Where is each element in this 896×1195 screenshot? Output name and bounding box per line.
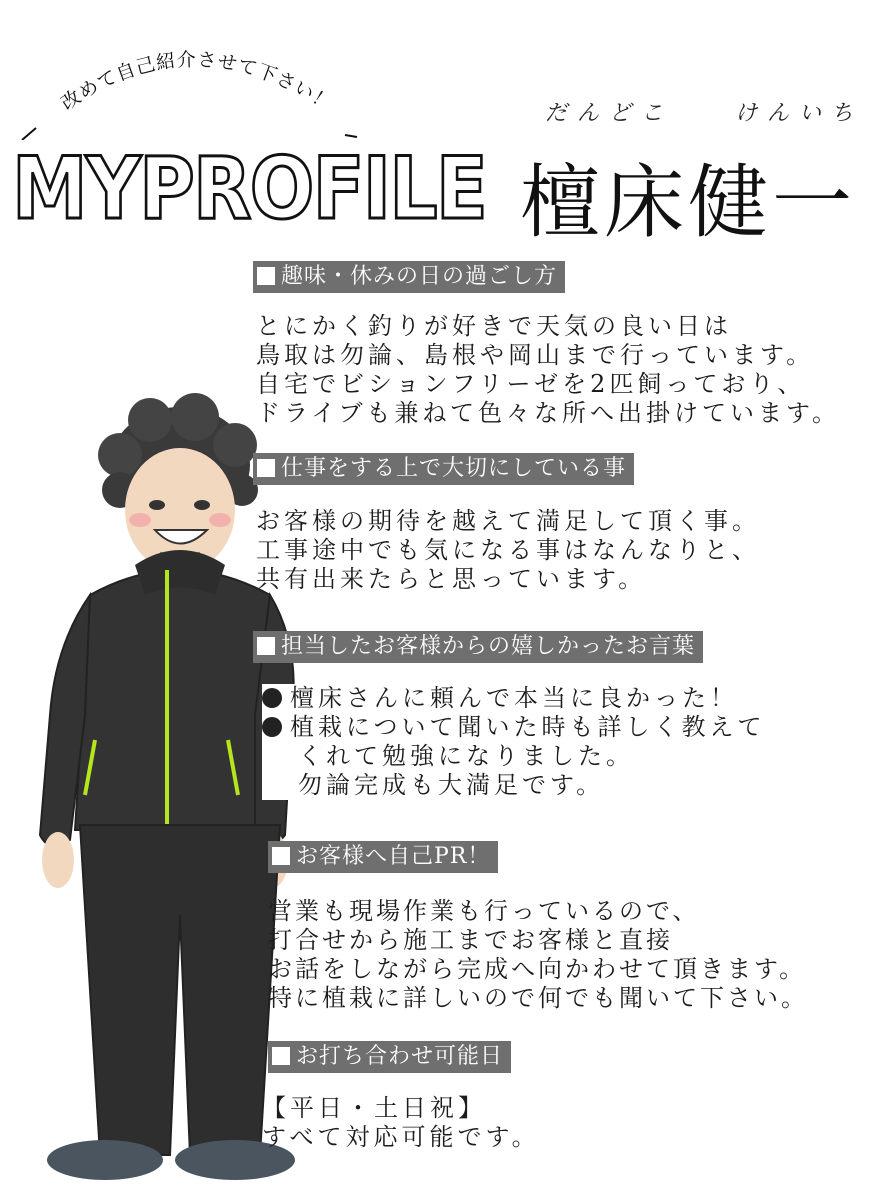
person-name: 檀床健一 <box>520 156 856 249</box>
circle-bullet-icon <box>262 688 282 708</box>
myprofile-logo <box>10 139 490 239</box>
body-line: 特に植栽に詳しいので何でも聞いて下さい。 <box>268 984 808 1012</box>
square-bullet-icon <box>272 847 290 865</box>
section-body-availability <box>262 1094 540 1152</box>
body-line: 打合せから施工までお客様と直接 <box>268 926 673 954</box>
name-kana-family: だんどこ <box>545 101 674 126</box>
section-heading-availability: お打ち合わせ可能日 <box>268 1041 511 1073</box>
body-line: 鳥取は勿論、島根や岡山まで行っています。 <box>256 341 815 369</box>
section-body-hobbies <box>256 312 840 428</box>
section-heading-work-values: 仕事をする上で大切にしている事 <box>253 453 634 485</box>
bullet-item: 植栽について聞いた時も詳しく教えて <box>262 713 766 742</box>
body-line: 勿論完成も大満足です。 <box>298 771 605 799</box>
square-bullet-icon <box>257 637 275 655</box>
body-line: くれて勉強になりました。 <box>298 742 634 770</box>
body-line: とにかく釣りが好きで天気の良い日は <box>256 312 732 340</box>
body-line: すべて対応可能です。 <box>262 1123 540 1151</box>
section-heading-self-pr: お客様へ自己PR！ <box>268 841 498 873</box>
arc-tagline-text: 改めて自己紹介させて下さい！ <box>57 48 337 116</box>
body-line: 自宅でビションフリーゼを2匹飼っており、 <box>256 370 806 398</box>
name-kana-given: けんいち <box>735 101 864 126</box>
square-bullet-icon <box>257 459 275 477</box>
tagline-arc <box>0 20 420 140</box>
body-line: お客様の期待を越えて満足して頂く事。 <box>256 507 760 535</box>
bullet-item: 檀床さんに頼んで本当に良かった！ <box>262 684 766 713</box>
section-heading-customer-words: 担当したお客様からの嬉しかったお言葉 <box>253 631 703 663</box>
section-heading-hobbies: 趣味・休みの日の過ごし方 <box>253 261 565 293</box>
body-line: 営業も現場作業も行っているので、 <box>268 897 700 925</box>
body-line: 【平日・土日祝】 <box>262 1094 486 1122</box>
section-body-customer-words <box>262 684 772 800</box>
arc-dash-right <box>345 135 357 137</box>
body-line: 工事途中でも気になる事はなんなりと、 <box>256 536 760 564</box>
jacket-icon <box>40 550 294 846</box>
pants-icon <box>80 825 280 1155</box>
section-body-work-values <box>256 507 760 594</box>
body-line: 共有出来たらと思っています。 <box>256 565 647 593</box>
section-body-self-pr <box>268 897 808 1013</box>
svg-text:MYPROFILE: MYPROFILE <box>12 139 486 239</box>
body-line: お話をしながら完成へ向かわせて頂きます。 <box>268 955 807 983</box>
circle-bullet-icon <box>262 717 282 737</box>
square-bullet-icon <box>257 267 275 285</box>
square-bullet-icon <box>272 1047 290 1065</box>
body-line: ドライブも兼ねて色々な所へ出掛けています。 <box>256 399 841 427</box>
